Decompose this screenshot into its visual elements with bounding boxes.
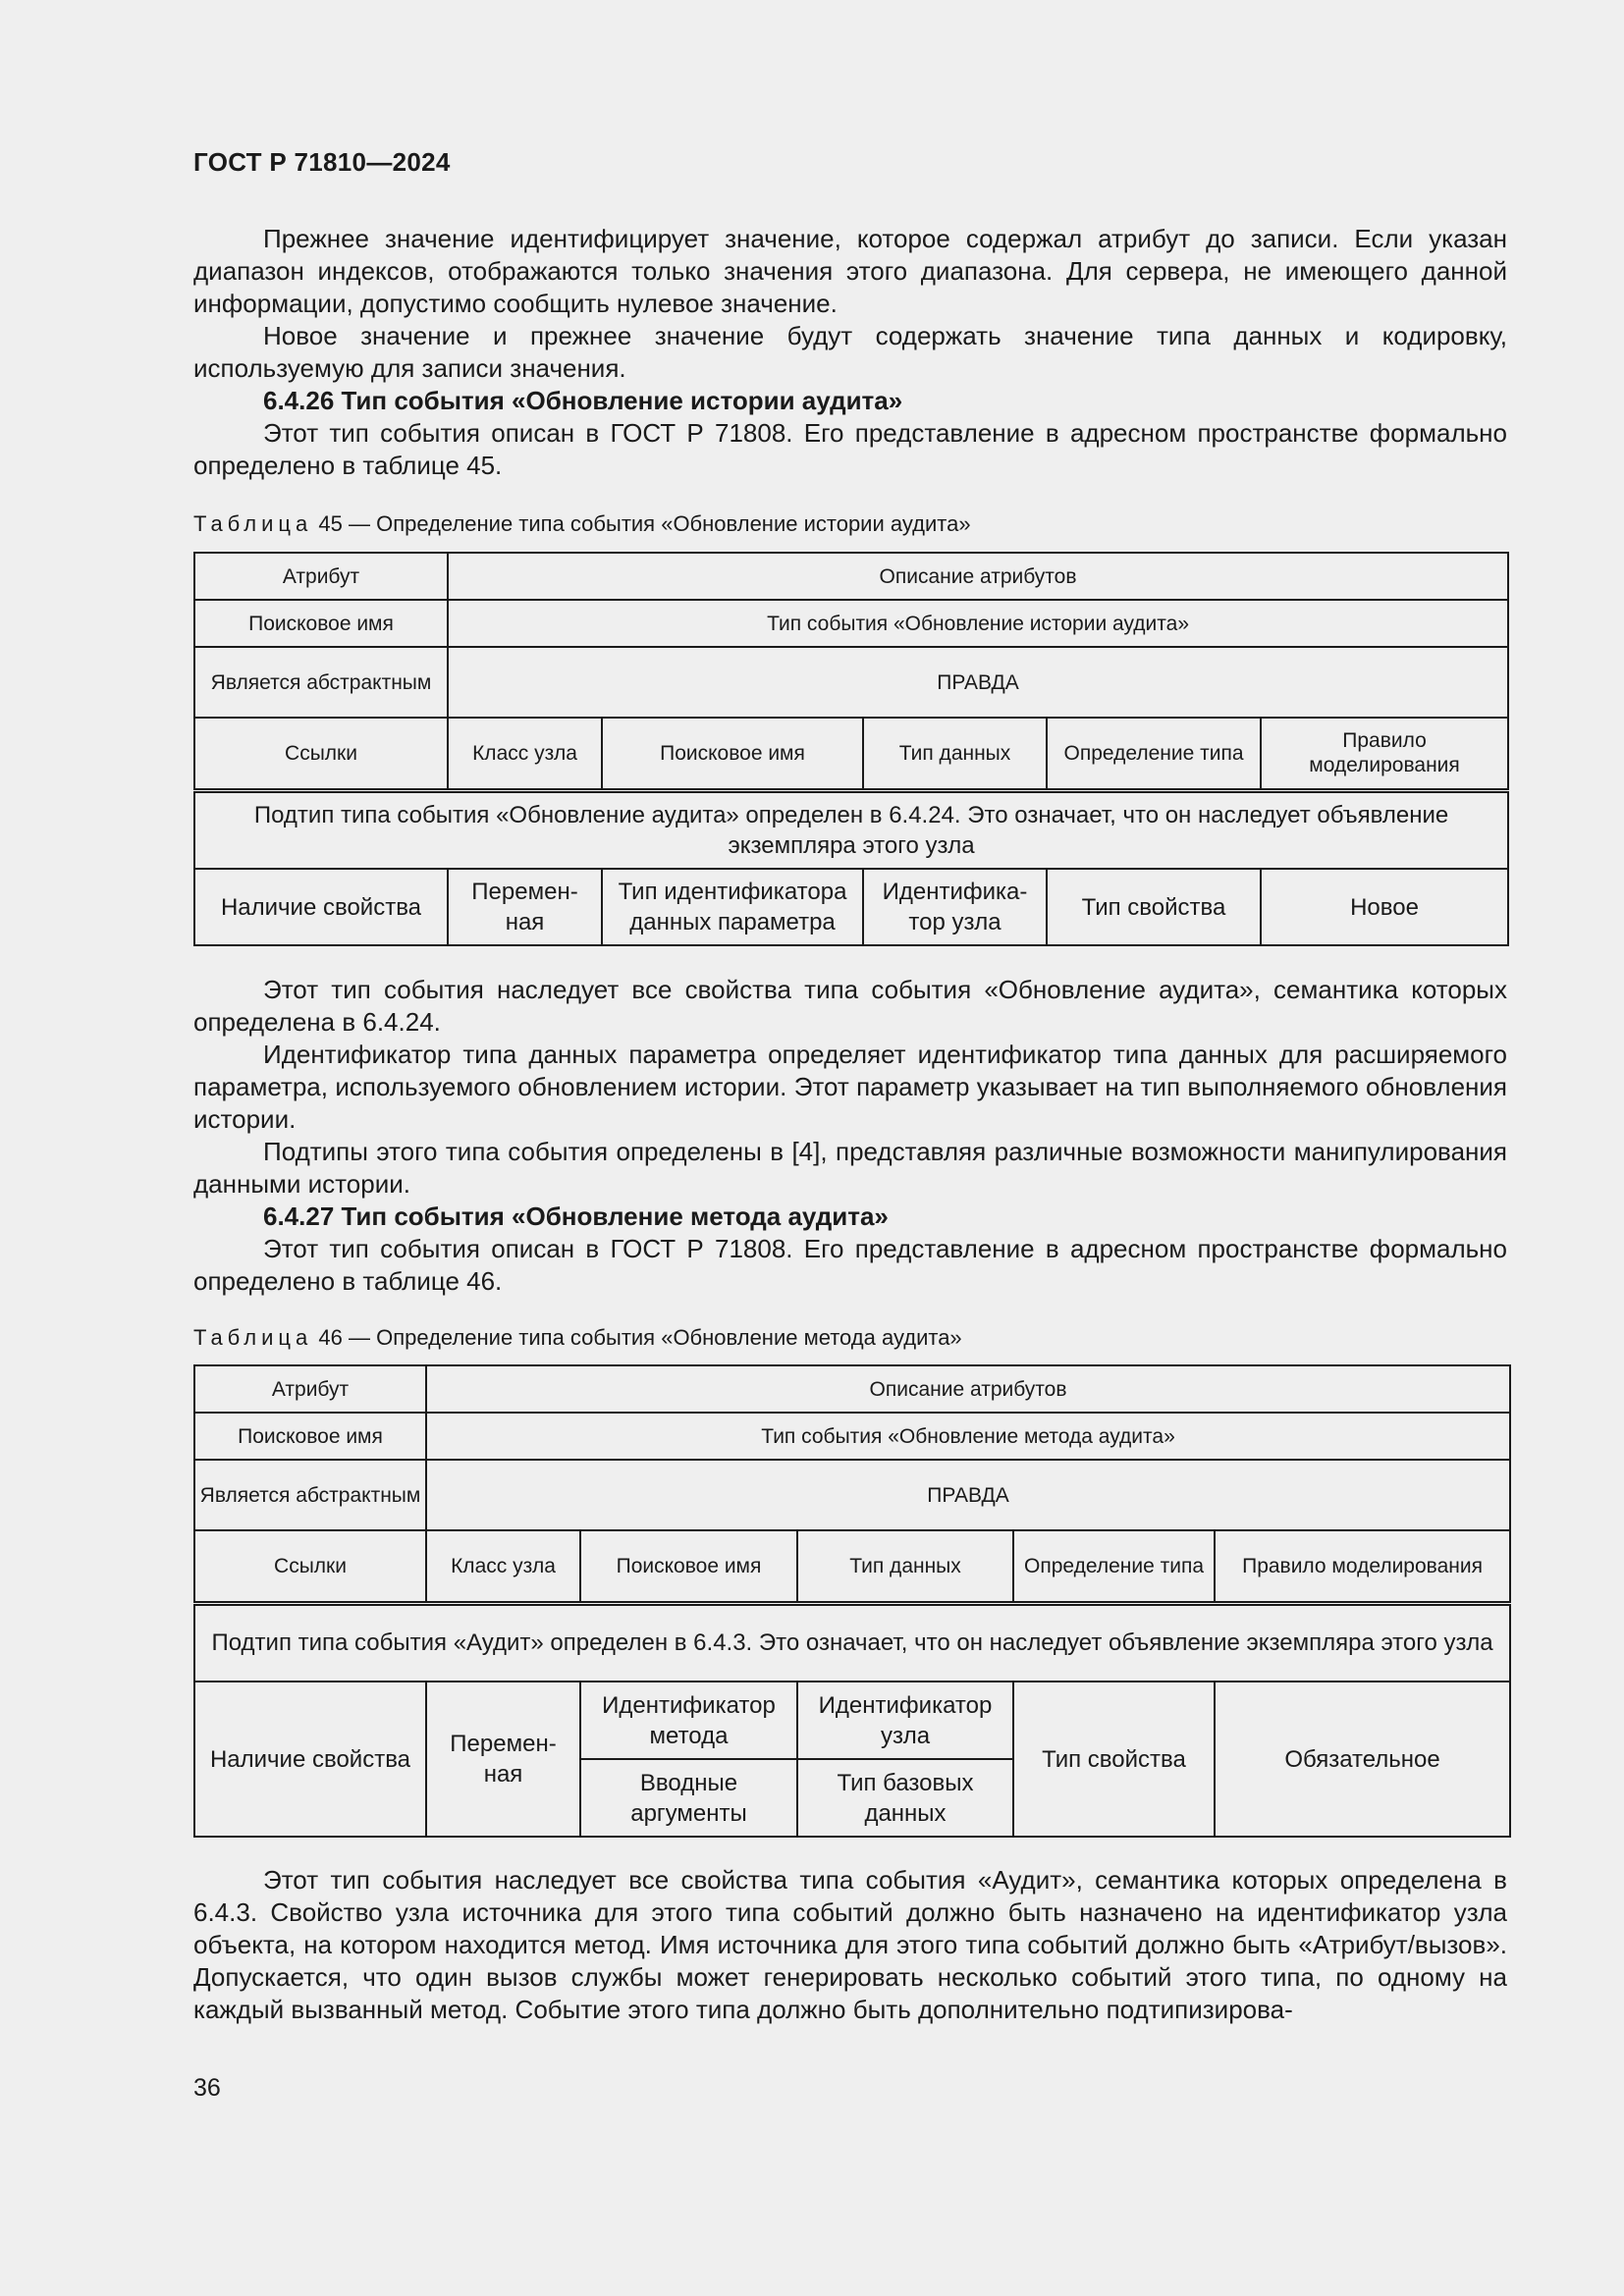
paragraph: Этот тип события описан в ГОСТ Р 71808. Его представление в адресном пространстве формально определено в таблице 46. xyxy=(193,1234,1507,1296)
row-reference: Наличие свойства xyxy=(194,869,448,945)
property-input-arguments: Вводные аргументы xyxy=(580,1759,797,1837)
ref-col-modelling-rule: Правило моделирования xyxy=(1215,1530,1510,1603)
browse-name-label: Поисковое имя xyxy=(194,1413,426,1460)
row-node-class: Перемен-ная xyxy=(426,1682,580,1837)
paragraph: Прежнее значение идентифицирует значение, которое содержал атрибут до записи. Если указан диапазон индексов, отображаются только значения этого диапазона. Для сервера, не имеющего данной информации, допустимо сообщить нулевое значение. xyxy=(193,224,1507,318)
ref-col-data-type: Тип данных xyxy=(863,718,1047,790)
ref-col-browse-name: Поисковое имя xyxy=(602,718,863,790)
ref-col-type-definition: Определение типа xyxy=(1047,718,1261,790)
table-45 xyxy=(193,552,1509,946)
row-browse-name: Тип идентификатора данных параметра xyxy=(602,869,863,945)
table45-caption xyxy=(193,509,1507,539)
browse-name-label: Поисковое имя xyxy=(194,600,448,647)
document-header: ГОСТ Р 71810—2024 xyxy=(193,147,451,177)
ref-col-data-type: Тип данных xyxy=(797,1530,1013,1603)
refs-label: Ссылки xyxy=(194,718,448,790)
row-reference: Наличие свойства xyxy=(194,1682,426,1837)
ref-col-type-definition: Определение типа xyxy=(1013,1530,1215,1603)
paragraph: Этот тип события описан в ГОСТ Р 71808. Его представление в адресном пространстве формально определено в таблице 45. xyxy=(193,418,1507,480)
paragraph: Этот тип события наследует все свойства типа события «Аудит», семантика которых определена в 6.4.3. Свойство узла источника для этого типа событий должно быть назначено на идентификатор узла объекта, на котором находится метод. Имя источника для этого типа событий должно быть «Атрибут/вызов». Допускается, что один вызов службы может генерировать несколько событий этого типа, по одному на каждый вызванный метод. Событие этого типа должно быть дополнительно подтипизирова- xyxy=(193,1865,1507,2024)
desc-header: Описание атрибутов xyxy=(448,553,1508,600)
property-method-id-type: Идентификатор узла xyxy=(797,1682,1013,1759)
caption-label: Таблица xyxy=(193,511,313,536)
section-heading-6427: 6.4.27 Тип события «Обновление метода аудита» xyxy=(263,1201,889,1231)
row-data-type: Идентифика-тор узла xyxy=(863,869,1047,945)
intro-text xyxy=(193,223,1507,482)
row-node-class: Перемен-ная xyxy=(448,869,602,945)
subtype-note: Подтип типа события «Аудит» определен в 6.4.3. Это означает, что он наследует объявление экземпляра этого узла xyxy=(194,1603,1510,1682)
subtype-note: Подтип типа события «Обновление аудита» определен в 6.4.24. Это означает, что он наследует объявление экземпляра этого узла xyxy=(194,790,1508,869)
attr-header: Атрибут xyxy=(194,1365,426,1413)
paragraph: Этот тип события наследует все свойства типа события «Обновление аудита», семантика которых определена в 6.4.24. xyxy=(193,975,1507,1037)
page-number: 36 xyxy=(193,2074,221,2102)
abstract-label: Является абстрактным xyxy=(194,647,448,718)
middle-text xyxy=(193,974,1507,1298)
row-modelling-rule: Новое xyxy=(1261,869,1508,945)
browse-name-value: Тип события «Обновление истории аудита» xyxy=(448,600,1508,647)
row-modelling-rule: Обязательное xyxy=(1215,1682,1510,1837)
ref-col-node-class: Класс узла xyxy=(426,1530,580,1603)
bottom-text xyxy=(193,1864,1507,2026)
refs-label: Ссылки xyxy=(194,1530,426,1603)
paragraph: Идентификатор типа данных параметра определяет идентификатор типа данных для расширяемого параметра, используемого обновлением истории. Этот параметр указывает на тип выполняемого обновления истории. xyxy=(193,1040,1507,1134)
row-type-definition: Тип свойства xyxy=(1047,869,1261,945)
caption-text: 45 — Определение типа события «Обновление истории аудита» xyxy=(318,511,971,536)
abstract-label: Является абстрактным xyxy=(194,1460,426,1530)
section-heading-6426: 6.4.26 Тип события «Обновление истории аудита» xyxy=(263,386,903,415)
ref-col-modelling-rule: Правило моделирования xyxy=(1261,718,1508,790)
paragraph: Подтипы этого типа события определены в [4], представляя различные возможности манипулирования данными истории. xyxy=(193,1137,1507,1199)
row-type-definition: Тип свойства xyxy=(1013,1682,1215,1837)
abstract-value: ПРАВДА xyxy=(426,1460,1510,1530)
caption-text: 46 — Определение типа события «Обновление метода аудита» xyxy=(318,1325,962,1350)
property-method-id: Идентификатор метода xyxy=(580,1682,797,1759)
table-46 xyxy=(193,1364,1511,1838)
caption-label: Таблица xyxy=(193,1325,313,1350)
table46-caption xyxy=(193,1323,1507,1353)
property-input-arguments-type: Тип базовых данных xyxy=(797,1759,1013,1837)
ref-col-node-class: Класс узла xyxy=(448,718,602,790)
desc-header: Описание атрибутов xyxy=(426,1365,1510,1413)
browse-name-value: Тип события «Обновление метода аудита» xyxy=(426,1413,1510,1460)
ref-col-browse-name: Поисковое имя xyxy=(580,1530,797,1603)
attr-header: Атрибут xyxy=(194,553,448,600)
abstract-value: ПРАВДА xyxy=(448,647,1508,718)
paragraph: Новое значение и прежнее значение будут содержать значение типа данных и кодировку, используемую для записи значения. xyxy=(193,321,1507,383)
